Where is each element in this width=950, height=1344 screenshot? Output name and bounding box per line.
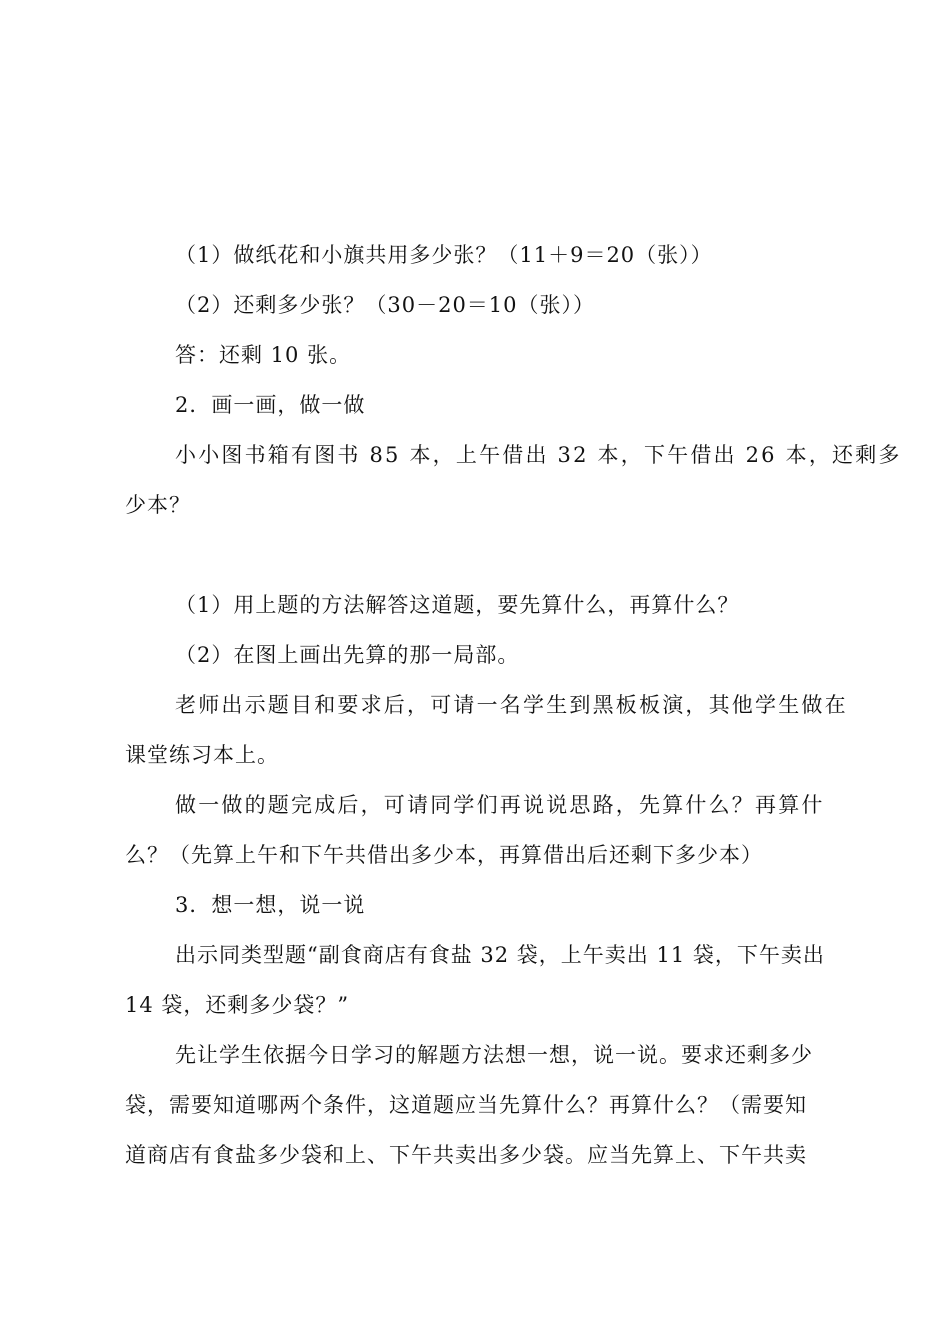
text-line-10: 课堂练习本上。 [125,743,279,767]
text-line-17: 袋，需要知道哪两个条件，这道题应当先算什么？再算什么？（需要知 [125,1093,807,1117]
section-heading-2: 2．画一画，做一做 [175,393,366,417]
text-line-8: （2）在图上画出先算的那一局部。 [175,643,520,667]
text-line-16: 先让学生依据今日学习的解题方法想一想，说一说。要求还剩多少 [175,1043,813,1067]
text-line-9: 老师出示题目和要求后，可请一名学生到黑板板演，其他学生做在 [175,693,848,717]
text-line-2: （2）还剩多少张？（30－20＝10（张）） [175,293,596,317]
text-line-6: 少本？ [125,493,191,517]
text-line-1: （1）做纸花和小旗共用多少张？（11＋9＝20（张）） [175,243,713,267]
section-heading-3: 3．想一想，说一说 [175,893,366,917]
text-line-14: 出示同类型题“副食商店有食盐 32 袋，上午卖出 11 袋，下午卖出 [175,943,825,967]
answer-line: 答：还剩 10 张。 [175,343,352,367]
text-line-5: 小小图书箱有图书 85 本，上午借出 32 本，下午借出 26 本，还剩多 [175,443,902,467]
text-line-7: （1）用上题的方法解答这道题，要先算什么，再算什么？ [175,593,740,617]
text-line-18: 道商店有食盐多少袋和上、下午共卖出多少袋。应当先算上、下午共卖 [125,1143,807,1167]
text-line-15: 14 袋，还剩多少袋？” [125,993,350,1017]
text-line-12: 么？（先算上午和下午共借出多少本，再算借出后还剩下多少本） [125,843,763,867]
text-line-11: 做一做的题完成后，可请同学们再说说思路，先算什么？再算什 [175,793,825,817]
